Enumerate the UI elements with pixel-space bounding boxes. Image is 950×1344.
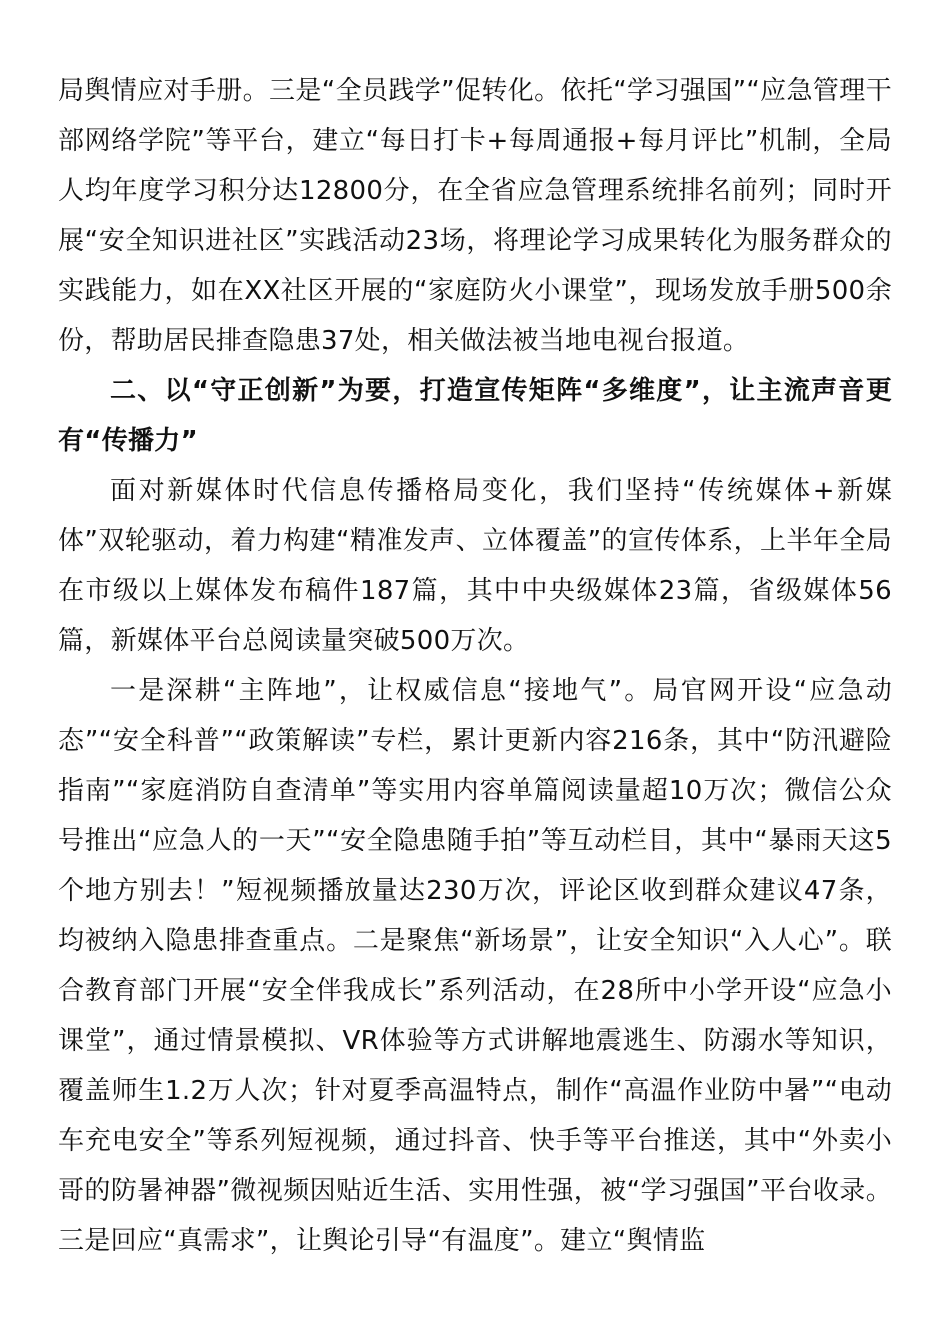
paragraph-media-overview: 面对新媒体时代信息传播格局变化，我们坚持“传统媒体+新媒体”双轮驱动，着力构建“精准发声、立体覆盖”的宣传体系，上半年全局在市级以上媒体发布稿件187篇，其中中央级媒体23篇，省级媒体56篇，新媒体平台总阅读量突破500万次。: [58, 476, 892, 656]
document-page: [58, 66, 892, 1266]
paragraph-study-practice: 局舆情应对手册。三是“全员践学”促转化。依托“学习强国”“应急管理干部网络学院”等平台，建立“每日打卡+每周通报+每月评比”机制，全局人均年度学习积分达12800分，在全省应急管理系统排名前列；同时开展“安全知识进社区”实践活动23场，将理论学习成果转化为服务群众的实践能力，如在XX社区开展的“家庭防火小课堂”，现场发放手册500余份，帮助居民排查隐患37处，相关做法被当地电视台报道。: [58, 76, 892, 356]
section-heading-2: 二、以“守正创新”为要，打造宣传矩阵“多维度”，让主流声音更有“传播力”: [58, 376, 892, 456]
paragraph-media-details: 一是深耕“主阵地”，让权威信息“接地气”。局官网开设“应急动态”“安全科普”“政策解读”专栏，累计更新内容216条，其中“防汛避险指南”“家庭消防自查清单”等实用内容单篇阅读量超10万次；微信公众号推出“应急人的一天”“安全隐患随手拍”等互动栏目，其中“暴雨天这5个地方别去！”短视频播放量达230万次，评论区收到群众建议47条，均被纳入隐患排查重点。二是聚焦“新场景”，让安全知识“入人心”。联合教育部门开展“安全伴我成长”系列活动，在28所中小学开设“应急小课堂”，通过情景模拟、VR体验等方式讲解地震逃生、防溺水等知识，覆盖师生1.2万人次；针对夏季高温特点，制作“高温作业防中暑”“电动车充电安全”等系列短视频，通过抖音、快手等平台推送，其中“外卖小哥的防暑神器”微视频因贴近生活、实用性强，被“学习强国”平台收录。三是回应“真需求”，让舆论引导“有温度”。建立“舆情监: [58, 676, 892, 1256]
